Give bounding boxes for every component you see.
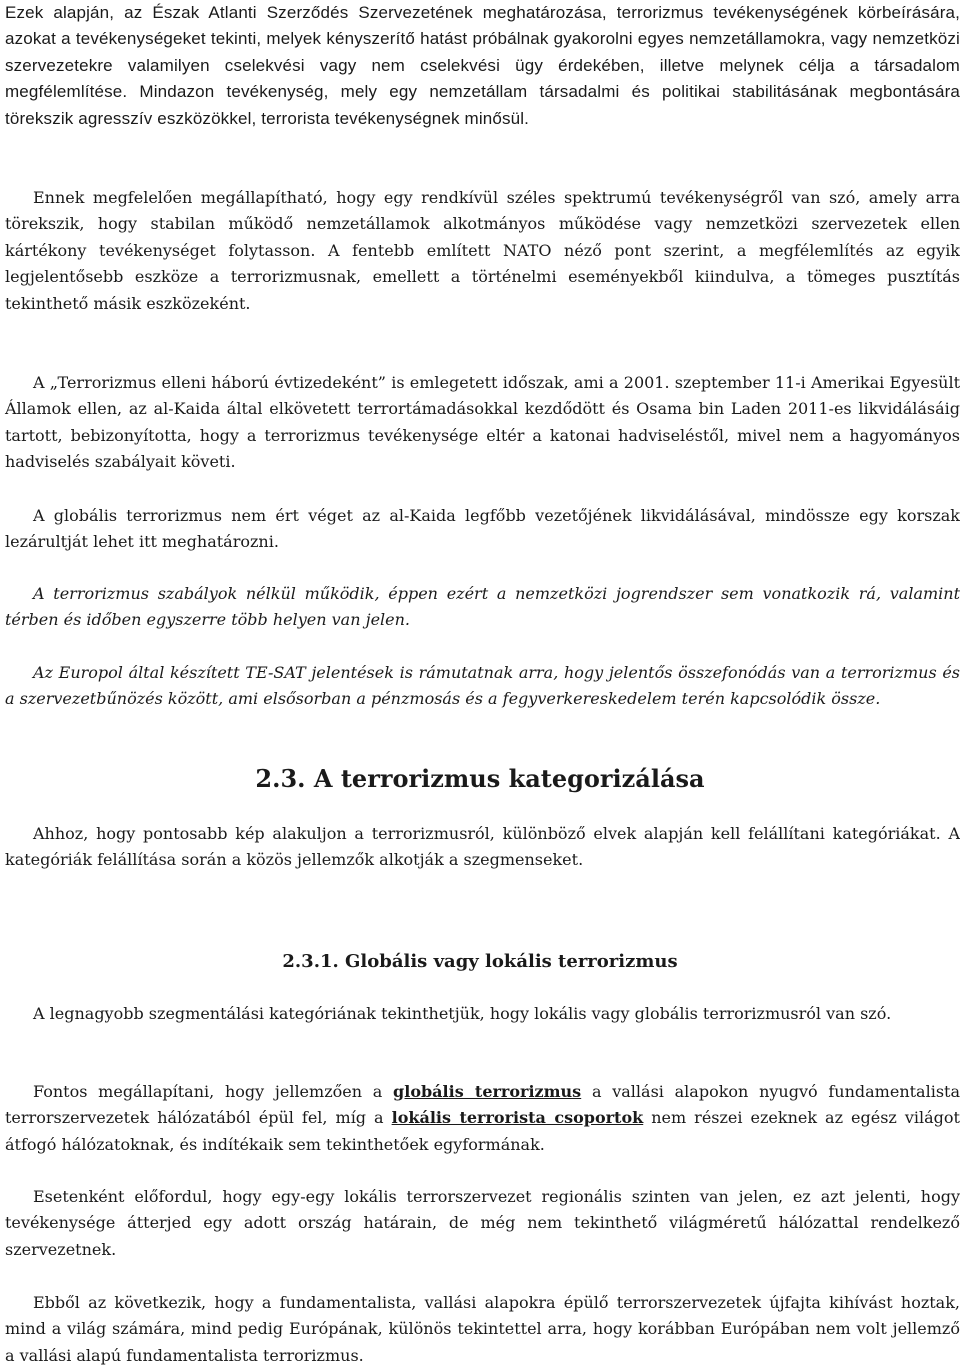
paragraph-nato-definition: Ezek alapján, az Észak Atlanti Szerződés Szervezetének meghatározása, terrorizmus tevékenységének körbeírására, azokat a tevékenységeket tekinti, melyek kényszerítő hatást próbálnak gyakorolni egyes nemzetállamokra, vagy nemzetközi szervezetekre valamilyen cselekvési vagy nem cselekvési ügy érdekében, illetve melynek célja a társadalom megfélemlítése. Mindazon tevékenység, mely egy nemzetállam társadalmi és politikai stabilitásának megbontására törekszik agresszív eszközökkel, terrorista tevékenységnek minősül. bbox=[5, 3, 960, 128]
paragraph-global-terrorism: A globális terrorizmus nem ért véget az al-Kaida legfőbb vezetőjének likvidálásával, mindössze egy korszak lezárultját lehet itt meghatározni. bbox=[5, 506, 960, 552]
paragraph-no-rules: A terrorizmus szabályok nélkül működik, éppen ezért a nemzetközi jogrendszer sem vonatkozik rá, valamint térben és időben egyszerre több helyen van jelen. bbox=[5, 584, 960, 630]
text-run: a vallási alapokon nyugvó fundamentalista terrorszervezetek hálózatából épül fel, míg a bbox=[5, 1082, 960, 1128]
local-terrorist-groups-term: lokális terrorista csoportok bbox=[391, 1108, 644, 1128]
subsection-heading: 2.3.1. Globális vagy lokális terrorizmus bbox=[282, 951, 678, 972]
paragraph-war-on-terror: A „Terrorizmus elleni háború évtizedeként” is emlegetett időszak, ami a 2001. szeptember 11-i Amerikai Egyesült Államok ellen, az al-Kaida által elkövetett terrortámadásokkal kezdődött és Osama bin Laden 2011-es likvidálásáig tartott, bebizonyította, hogy a terrorizmus tevékenysége eltér a katonai hadviseléstől, mivel nem a hagyományos hadviselés szabályait követi. bbox=[5, 373, 960, 472]
paragraph-regional: Esetenként előfordul, hogy egy-egy lokális terrorszervezet regionális szinten van jelen, ez azt jelenti, hogy tevékenysége átterjed egy adott ország határain, de még nem tekinthető világméretű hálózattal rendelkező szervezetnek. bbox=[5, 1187, 960, 1259]
global-terrorism-term: globális terrorizmus bbox=[393, 1082, 582, 1101]
text-run: nem részei ezeknek az egész világot átfogó hálózatoknak, és indítékaik sem tekinthetőek egyformának. bbox=[5, 1108, 960, 1154]
paragraph-segmentation: A legnagyobb szegmentálási kategóriának tekinthetjük, hogy lokális vagy globális terrorizmusról van szó. bbox=[33, 1004, 892, 1023]
paragraph-europol: Az Europol által készített TE-SAT jelentések is rámutatnak arra, hogy jelentős összefonódás van a terrorizmus és a szervezetbűnözés között, ami elsősorban a pénzmosás és a fegyverkereskedelem terén kapcsolódik össze. bbox=[5, 663, 960, 709]
paragraph-broad-spectrum: Ennek megfelelően megállapítható, hogy egy rendkívül széles spektrumú tevékenységről van szó, amely arra törekszik, hogy stabilan működő nemzetállamok alkotmányos működése vagy nemzetközi szervezetek ellen kártékony tevékenységet folytasson. A fentebb említett NATO néző pont szerint, a megfélemlítés az egyik legjelentősebb eszköze a terrorizmusnak, emellett a történelmi eseményekből kiindulva, a tömeges pusztítás tekinthető másik eszközeként. bbox=[5, 188, 960, 313]
paragraph-categories: Ahhoz, hogy pontosabb kép alakuljon a terrorizmusról, különböző elvek alapján kell felállítani kategóriákat. A kategóriák felállítása során a közös jellemzők alkotják a szegmenseket. bbox=[5, 824, 960, 870]
section-heading: 2.3. A terrorizmus kategorizálása bbox=[255, 764, 705, 793]
paragraph-conclusion: Ebből az következik, hogy a fundamentalista, vallási alapokra épülő terrorszervezetek újfajta kihívást hoztak, mind a világ számára, mind pedig Európának, különös tekintettel arra, hogy korábban Európában nem volt jellemző a vallási alapú fundamentalista terrorizmus. bbox=[5, 1293, 960, 1365]
text-run: Fontos megállapítani, hogy jellemzően a bbox=[33, 1082, 394, 1101]
paragraph-global-vs-local bbox=[5, 1079, 960, 1158]
